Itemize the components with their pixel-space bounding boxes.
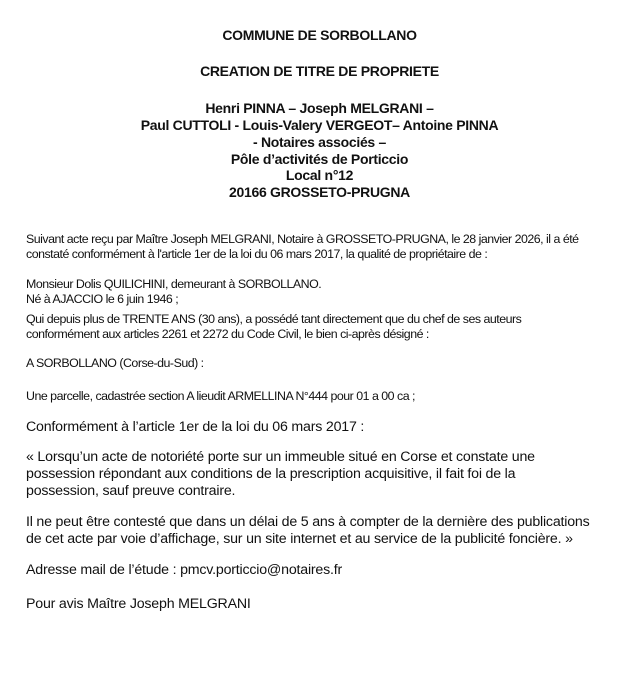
notaries-line-3: - Notaires associés – <box>253 134 386 150</box>
parcel-line: Une parcelle, cadastrée section A lieudit ARMELLINA N°444 pour 01 a 00 ca ; <box>26 389 415 403</box>
notaries-line-1: Henri PINNA – Joseph MELGRANI – <box>205 100 434 116</box>
quote-1-line-1: « Lorsqu’un acte de notoriété porte sur un immeuble situé en Corse et constate une <box>26 449 535 465</box>
signature-line: Pour avis Maître Joseph MELGRANI <box>26 596 251 612</box>
quote-2-line-1: Il ne peut être contesté que dans un délai de 5 ans à compter de la dernière des publications <box>26 514 590 530</box>
act-paragraph-line-1: Suivant acte reçu par Maître Joseph MELGRANI, Notaire à GROSSETO-PRUGNA, le 28 janvier 2026, il a été <box>26 232 579 246</box>
law-reference: Conformément à l’article 1er de la loi du 06 mars 2017 : <box>26 419 365 435</box>
email-line <box>26 562 342 579</box>
office-address-line-2: Local n°12 <box>285 167 354 183</box>
act-paragraph-line-2: constaté conformément à l'article 1er de la loi du 06 mars 2017, la qualité de propriétaire de : <box>26 247 488 261</box>
notaries-line-2: Paul CUTTOLI - Louis-Valery VERGEOT– Antoine PINNA <box>140 117 499 133</box>
document-title: CREATION DE TITRE DE PROPRIETE <box>200 63 439 79</box>
owner-line-2: Né à AJACCIO le 6 juin 1946 ; <box>26 292 179 306</box>
owner-line-1: Monsieur Dolis QUILICHINI, demeurant à SORBOLLANO. <box>26 277 322 291</box>
office-address-line-3: 20166 GROSSETO-PRUGNA <box>229 184 410 200</box>
email-label: Adresse mail de l’étude : <box>26 562 181 578</box>
commune-heading: COMMUNE DE SORBOLLANO <box>222 27 417 43</box>
office-address-line-1: Pôle d’activités de Porticcio <box>230 151 409 167</box>
quote-2-line-2: de cet acte par voie d’affichage, sur un site internet et au service de la publicité foncière. » <box>26 531 573 547</box>
possession-line-1: Qui depuis plus de TRENTE ANS (30 ans), a possédé tant directement que du chef de ses auteurs <box>26 312 522 326</box>
email-address[interactable]: pmcv.porticcio@notaires.fr <box>180 562 343 578</box>
quote-1-line-2: possession répondant aux conditions de la prescription acquisitive, il fait foi de la <box>26 466 516 482</box>
location-line: A SORBOLLANO (Corse-du-Sud) : <box>26 356 204 370</box>
possession-line-2: conformément aux articles 2261 et 2272 du Code Civil, le bien ci-après désigné : <box>26 327 429 341</box>
quote-1-line-3: possession, sauf preuve contraire. <box>26 483 236 499</box>
